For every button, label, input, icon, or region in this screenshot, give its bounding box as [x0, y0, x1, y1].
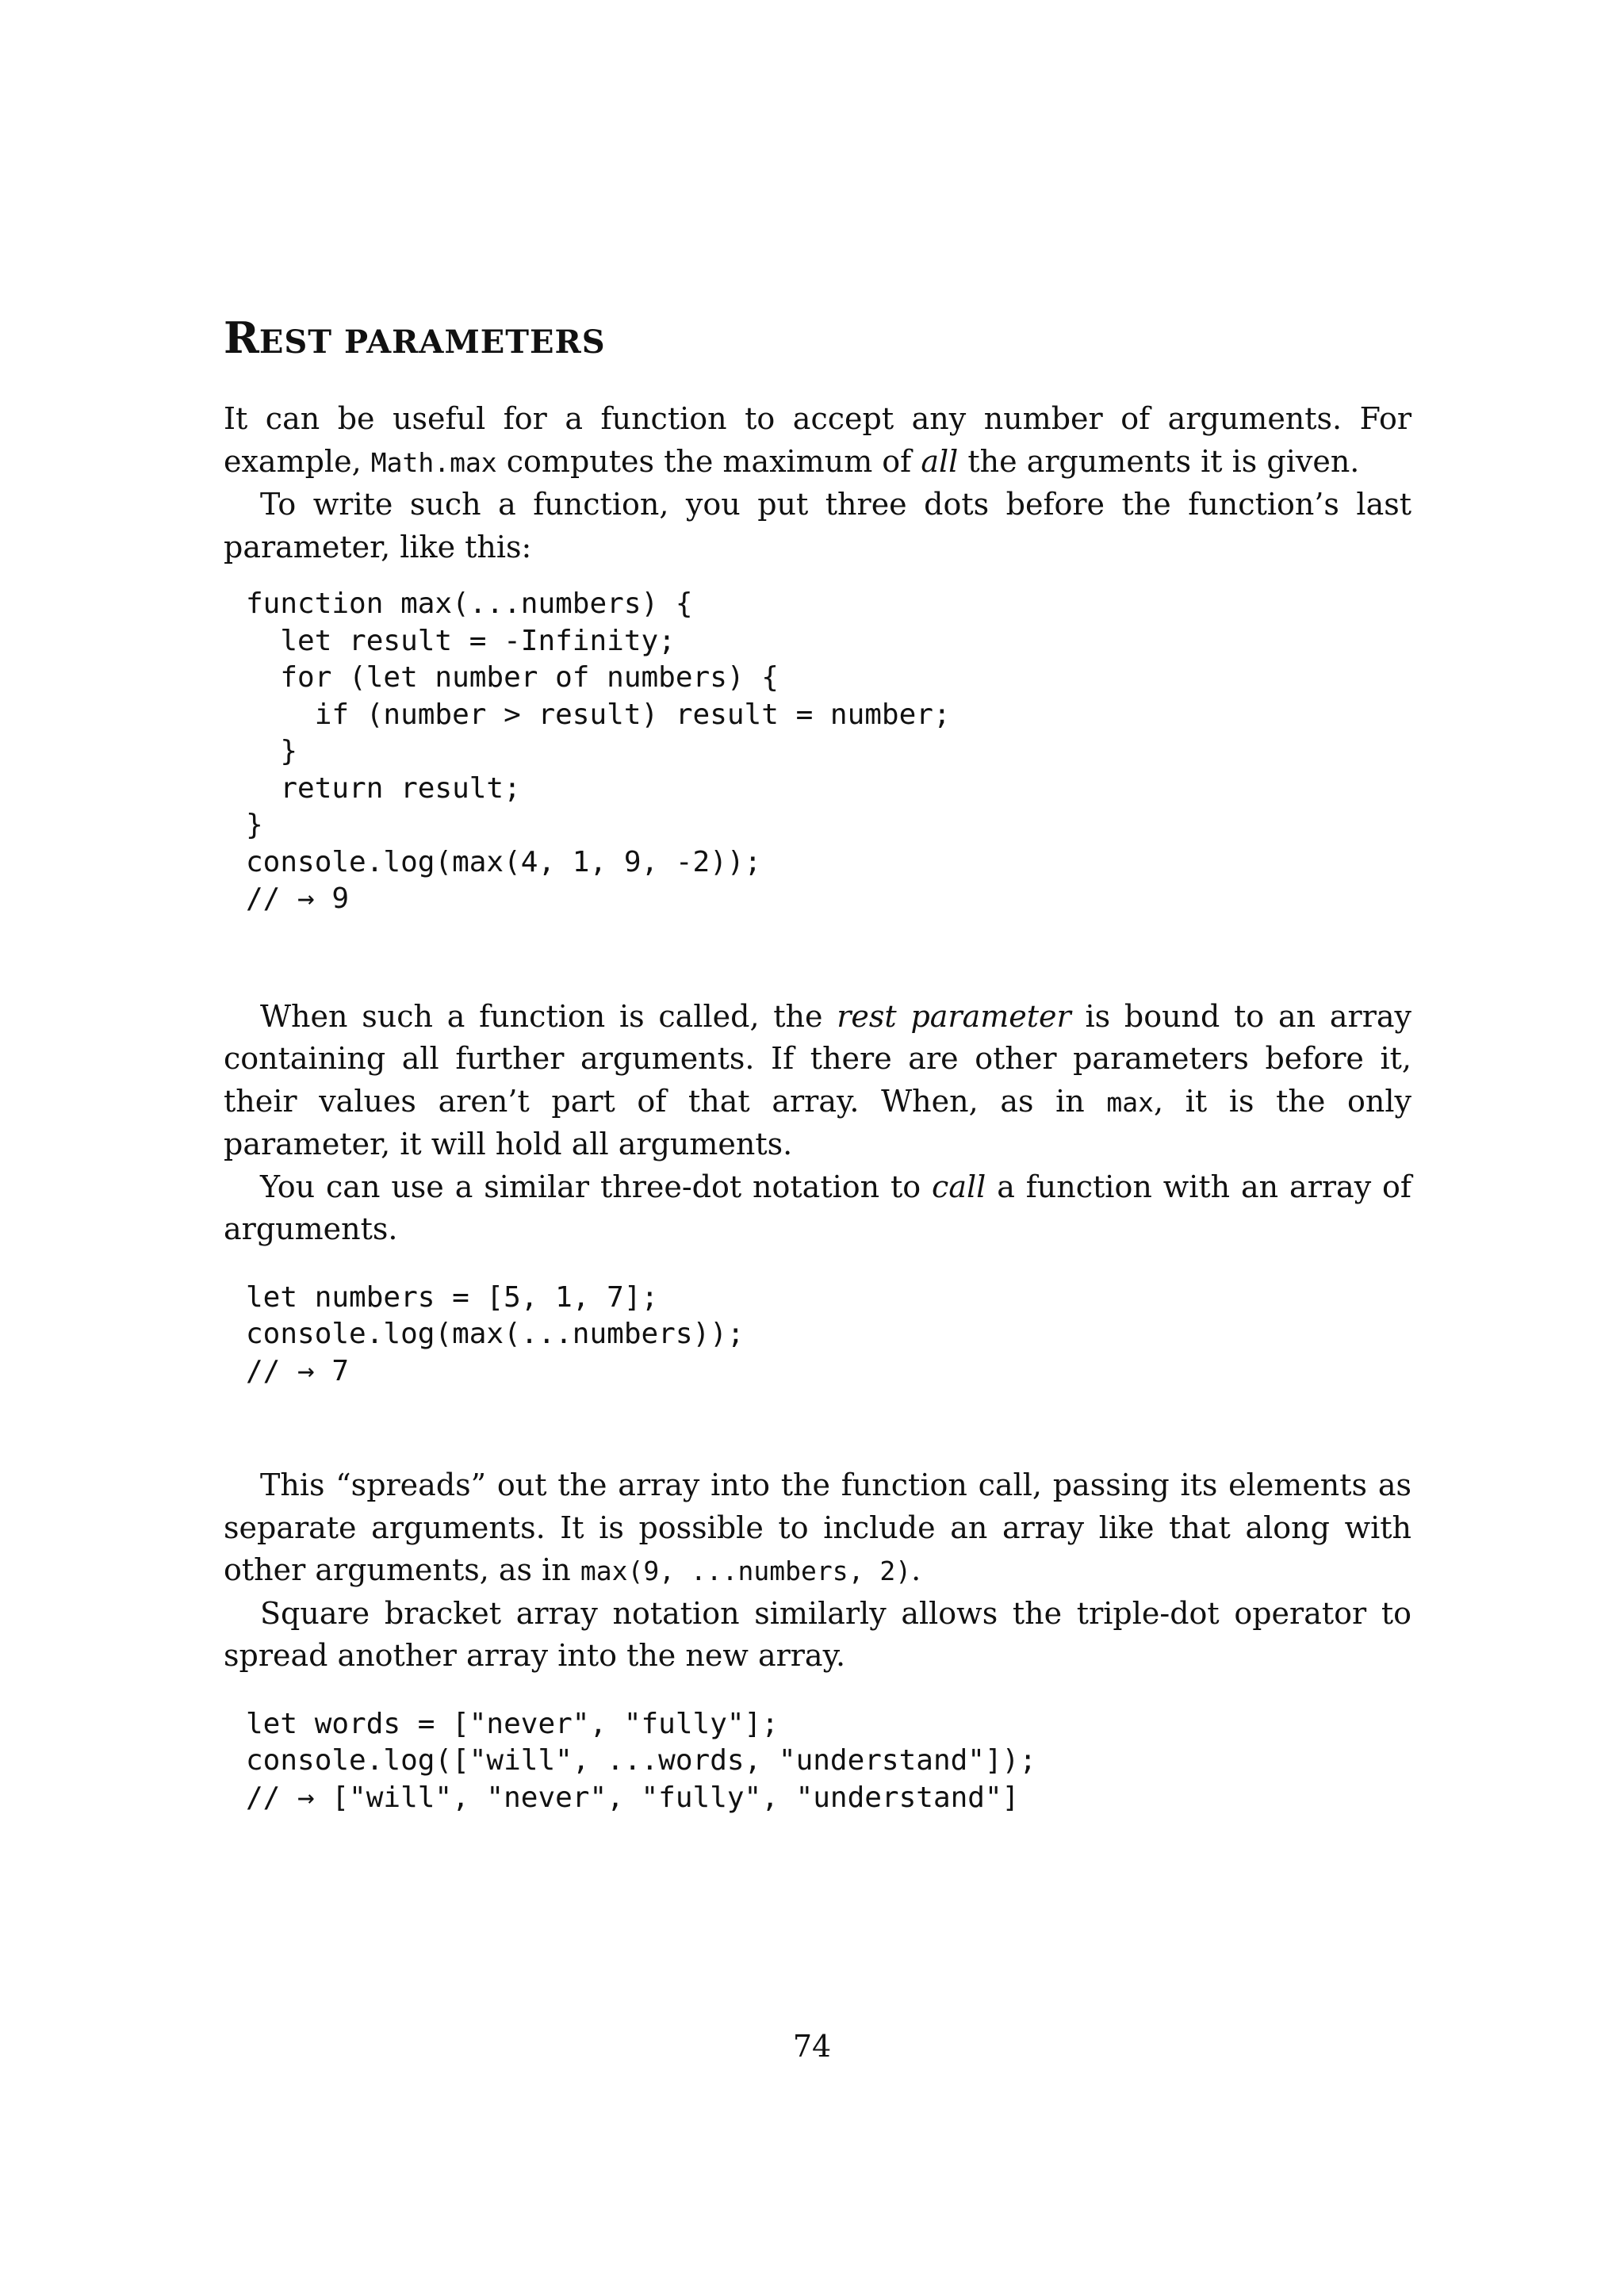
paragraph-text: It can be useful for a function to accept any number of arguments. For example,: [224, 401, 1411, 479]
paragraph-spreads: [224, 1464, 1411, 1593]
code-block-array-spread: let words = ["never", "fully"]; console.log(["will", ...words, "understand"]); // → ["will", "never", "fully", "understand"]: [246, 1707, 1036, 1814]
paragraph-text: , it is the only parameter, it will hold all arguments.: [224, 1083, 1411, 1161]
code-block-max-function: function max(...numbers) { let result = -Infinity; for (let number of numbers) { if (number > result) result = number; } return result; } console.log(max(4, 1, 9, -2)); // → 9: [246, 587, 951, 915]
page-number: 74: [792, 2029, 832, 2064]
paragraph-text: a function with an array of arguments.: [224, 1169, 1411, 1246]
paragraph-text: This “spreads” out the array into the function call, passing its elements as separate arguments. It is possible to include an array like that along with other arguments, as in: [224, 1468, 1411, 1587]
inline-code: Math.max: [370, 446, 497, 478]
emphasis: rest parameter: [837, 998, 1071, 1034]
emphasis: call: [932, 1169, 986, 1204]
page-content: [224, 309, 1411, 1816]
paragraph-text: When such a function is called, the: [260, 998, 837, 1034]
paragraph-three-dots: To write such a function, you put three dots before the function’s last parameter, like this:: [224, 487, 1411, 564]
section-heading: [224, 309, 1411, 366]
inline-code: max(9, ...numbers, 2): [580, 1556, 912, 1586]
paragraph-text: computes the maximum of: [496, 443, 921, 479]
paragraph-intro: [224, 398, 1411, 484]
heading-initial: R: [224, 312, 259, 363]
emphasis: all: [921, 443, 959, 479]
paragraph-text: You can use a similar three-dot notation to: [260, 1169, 933, 1204]
paragraph-text: the arguments it is given.: [958, 443, 1360, 479]
paragraph-spread-call: [224, 1166, 1411, 1251]
paragraph-text: is bound to an array containing all further arguments. If there are other parameters before it, their values aren’t part of that array. When, as in: [224, 998, 1411, 1119]
paragraph-rest-parameter: [224, 996, 1411, 1166]
paragraph-text: .: [911, 1552, 921, 1587]
code-block-spread-call: let numbers = [5, 1, 7]; console.log(max(...numbers)); // → 7: [246, 1280, 745, 1387]
paragraph-array-spread: Square bracket array notation similarly allows the triple-dot operator to spread another array into the new array.: [224, 1595, 1411, 1673]
heading-rest: EST PARAMETERS: [259, 323, 606, 361]
inline-code: max: [1106, 1086, 1155, 1118]
